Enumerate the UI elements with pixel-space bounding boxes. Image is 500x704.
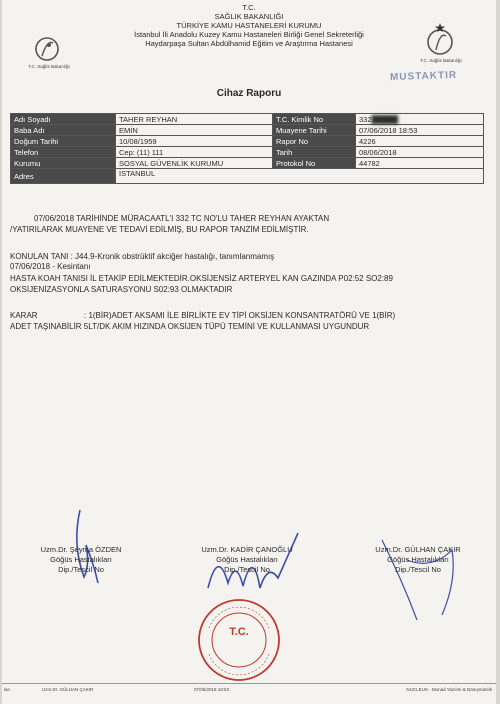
round-stamp-text: T.C. [229,626,249,638]
footer-date: 07/06/2018 18:53 [194,687,230,692]
doctor-name: Uzm.Dr. GÜLHAN ÇAKIR [375,545,461,554]
crescent-star-icon [420,22,460,58]
official-round-stamp [197,598,281,682]
header-union: İstanbul İli Anadolu Kuzey Kamu Hastaneleri Birliği Genel Sekreterliği [134,30,364,39]
exam-date-label: Muayene Tarihi [273,125,356,136]
application-line-2: /YATIRILARAK MUAYENE VE TEDAVİ EDİLMİŞ, BU RAPOR TANZİM EDİLMİŞTİR. [10,225,309,234]
table-row [11,147,484,158]
decision-label: KARAR [10,311,38,320]
report-title: Cihaz Raporu [216,88,282,99]
footer-left-text: lan [4,687,11,692]
table-row [11,158,484,169]
round-stamp-icon [197,598,281,682]
header-hospital: Haydarpaşa Sultan Abdülhamid Eğitim ve Araştırma Hastanesi [145,39,353,48]
redaction-mark: █████ [371,114,399,124]
doctor-name: Uzm.Dr. KADİR ÇANOĞLU [201,545,293,554]
doctor-department: Göğüs Hastalıkları [216,555,278,564]
page-footer [2,683,496,698]
diagnosis-line-3: HASTA KOAH TANISI İL ETAKİP EDİLMEKTEDİR.OKSİJENSİZ ARTERYEL KAN GAZINDA P02:52 SO2:89 [10,274,393,283]
diagnosis-line-1: KONULAN TANI : J44.9-Kronik obstrüktif akciğer hastalığı, tanımlanmamış [10,252,275,261]
table-row [11,114,484,125]
footer-software: NUCLEUS - Monad Yazılım & Danışmanlık [406,687,492,692]
footer-doctor: Uzm.Dr. GÜLHAN ÇAKIR [42,687,94,692]
left-logo-caption: T.C. Sağlık Bakanlığı [28,64,70,69]
date-value: 08/06/2018 [356,147,484,158]
signature-block-2 [182,545,312,575]
doctor-diploma: Dip./Tescil No [395,565,441,574]
phone-value: Cep: (11) 111 [116,147,273,158]
signature-block-1 [16,545,146,575]
birth-label: Doğum Tarihi [11,136,116,147]
tc-value [356,114,484,125]
header-institution: TÜRKİYE KAMU HASTANELERİ KURUMU [176,21,322,30]
address-value: İSTANBUL [116,169,484,184]
protocol-value: 44782 [356,158,484,169]
report-no-label: Rapor No [273,136,356,147]
report-no-value: 4226 [356,136,484,147]
doctor-department: Göğüs Hastalıkları [387,555,449,564]
patient-info-table [10,113,484,184]
father-label: Baba Adı [11,125,116,136]
address-label: Adres [11,169,116,184]
doctor-department: Göğüs Hastalıkları [50,555,112,564]
signature-3-scribble [362,520,472,630]
diagnosis-line-2: 07/06/2018 - Kesintanı [10,262,91,271]
doctor-name: Uzm.Dr. Şeyma ÖZDEN [40,545,122,554]
institution-value: SOSYAL GÜVENLİK KURUMU [116,158,273,169]
doctor-diploma: Dip./Tescil No [58,565,104,574]
table-row [11,125,484,136]
date-label: Tarih [273,147,356,158]
application-line-1: 07/06/2018 TARİHİNDE MÜRACAATL'I 332 TC NO'LU TAHER REYHAN AYAKTAN [34,214,330,223]
top-stamp-text: MUSTAKTIR [389,69,458,84]
doctor-diploma: Dip./Tescil No [224,565,270,574]
tc-label: T.C. Kimlik No [273,114,356,125]
birth-value: 10/08/1959 [116,136,273,147]
diagnosis-line-4: OKSİJENİZASYONLA SATURASYONU S02:93 OLMAKTADIR [10,285,233,294]
table-row [11,136,484,147]
header-tc: T.C. [242,3,256,12]
right-logo-caption: T.C. Sağlık Bakanlığı [420,58,462,63]
decision-line-1: : 1(BİR)ADET AKSAMI İLE BİRLİKTE EV TİPİ OKSİJEN KONSANTRATÖRÜ VE 1(BİR) [84,311,396,320]
phone-label: Telefon [11,147,116,158]
table-row [11,169,484,184]
header-ministry: SAĞLIK BAKANLIĞI [214,12,284,21]
signature-block-3 [348,545,488,575]
name-value: TAHER REYHAN [116,114,273,125]
father-value: EMİN [116,125,273,136]
ministry-logo-right [420,22,462,63]
tc-value-text: 332 [359,114,372,124]
exam-date-value: 07/06/2018 18:53 [356,125,484,136]
protocol-label: Protokol No [273,158,356,169]
report-page [2,0,496,704]
institution-label: Kurumu [11,158,116,169]
decision-line-2: ADET TAŞINABİLİR 5LT/DK AKIM HIZINDA OKSİJEN TÜPÜ TEMİNİ VE KULLANMASI UYGUNDUR [10,322,370,331]
name-label: Adı Soyadı [11,114,116,125]
